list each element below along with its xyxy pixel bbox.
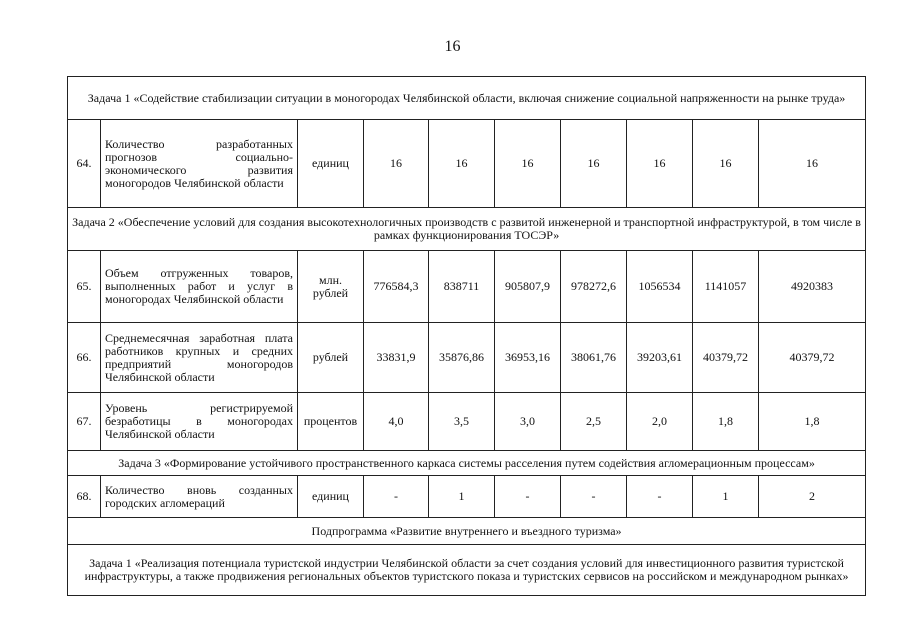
indicator-name: Среднемесячная заработная плата работников крупных и средних предприятий моногородов Челябинской области <box>101 323 298 393</box>
row-number: 64. <box>68 120 101 208</box>
value-cell: 3,5 <box>429 393 495 451</box>
value-cell: 1141057 <box>693 251 759 323</box>
value-cell: 16 <box>429 120 495 208</box>
task-2-heading: Задача 2 «Обеспечение условий для создания высокотехнологичных производств с развитой инженерной и транспортной инфраструктурой, в том числе в рамках функционирования ТОСЭР» <box>68 208 866 251</box>
value-cell: 838711 <box>429 251 495 323</box>
indicator-name: Количество разработанных прогнозов социально-экономического развития моногородов Челябинской области <box>101 120 298 208</box>
value-cell: 16 <box>693 120 759 208</box>
value-cell: 3,0 <box>495 393 561 451</box>
value-cell: 2 <box>759 476 866 518</box>
value-cell: - <box>495 476 561 518</box>
value-cell: 1 <box>429 476 495 518</box>
row-number: 67. <box>68 393 101 451</box>
value-cell: 2,5 <box>561 393 627 451</box>
value-cell: 38061,76 <box>561 323 627 393</box>
row-number: 65. <box>68 251 101 323</box>
value-cell: - <box>627 476 693 518</box>
indicator-name: Уровень регистрируемой безработицы в моногородах Челябинской области <box>101 393 298 451</box>
task-row <box>68 451 866 476</box>
value-cell: 16 <box>627 120 693 208</box>
value-cell: 35876,86 <box>429 323 495 393</box>
value-cell: 4920383 <box>759 251 866 323</box>
task-1-heading: Задача 1 «Содействие стабилизации ситуации в моногородах Челябинской области, включая снижение социальной напряженности на рынке труда» <box>68 77 866 120</box>
value-cell: 1 <box>693 476 759 518</box>
value-cell: 33831,9 <box>364 323 429 393</box>
table-row <box>68 323 866 393</box>
value-cell: - <box>561 476 627 518</box>
value-cell: 2,0 <box>627 393 693 451</box>
table-row <box>68 476 866 518</box>
unit-cell: единиц <box>298 120 364 208</box>
task-row <box>68 208 866 251</box>
table-row <box>68 393 866 451</box>
value-cell: 40379,72 <box>759 323 866 393</box>
value-cell: 1,8 <box>759 393 866 451</box>
task-row <box>68 545 866 596</box>
unit-cell: единиц <box>298 476 364 518</box>
tourism-task-1-heading: Задача 1 «Реализация потенциала туристской индустрии Челябинской области за счет создания условий для инвестиционного развития туристской инфраструктуры, а также продвижения региональных объектов туристского показа и туристских сервисов на российском и международном рынках» <box>68 545 866 596</box>
row-number: 68. <box>68 476 101 518</box>
unit-cell: млн. рублей <box>298 251 364 323</box>
unit-cell: рублей <box>298 323 364 393</box>
value-cell: 36953,16 <box>495 323 561 393</box>
table-row <box>68 120 866 208</box>
indicator-name: Объем отгруженных товаров, выполненных работ и услуг в моногородах Челябинской области <box>101 251 298 323</box>
task-row <box>68 77 866 120</box>
task-3-heading: Задача 3 «Формирование устойчивого пространственного каркаса системы расселения путем содействия агломерационным процессам» <box>68 451 866 476</box>
value-cell: 16 <box>364 120 429 208</box>
table-row <box>68 251 866 323</box>
value-cell: 776584,3 <box>364 251 429 323</box>
subprogram-heading: Подпрограмма «Развитие внутреннего и въездного туризма» <box>68 518 866 545</box>
row-number: 66. <box>68 323 101 393</box>
unit-cell: процентов <box>298 393 364 451</box>
value-cell: 4,0 <box>364 393 429 451</box>
subprogram-row <box>68 518 866 545</box>
value-cell: 16 <box>561 120 627 208</box>
value-cell: 40379,72 <box>693 323 759 393</box>
value-cell: 905807,9 <box>495 251 561 323</box>
value-cell: 1056534 <box>627 251 693 323</box>
value-cell: 978272,6 <box>561 251 627 323</box>
value-cell: 39203,61 <box>627 323 693 393</box>
value-cell: - <box>364 476 429 518</box>
indicators-table <box>67 76 866 596</box>
value-cell: 16 <box>759 120 866 208</box>
page-number: 16 <box>444 38 461 55</box>
value-cell: 1,8 <box>693 393 759 451</box>
indicator-name: Количество вновь созданных городских агломераций <box>101 476 298 518</box>
value-cell: 16 <box>495 120 561 208</box>
